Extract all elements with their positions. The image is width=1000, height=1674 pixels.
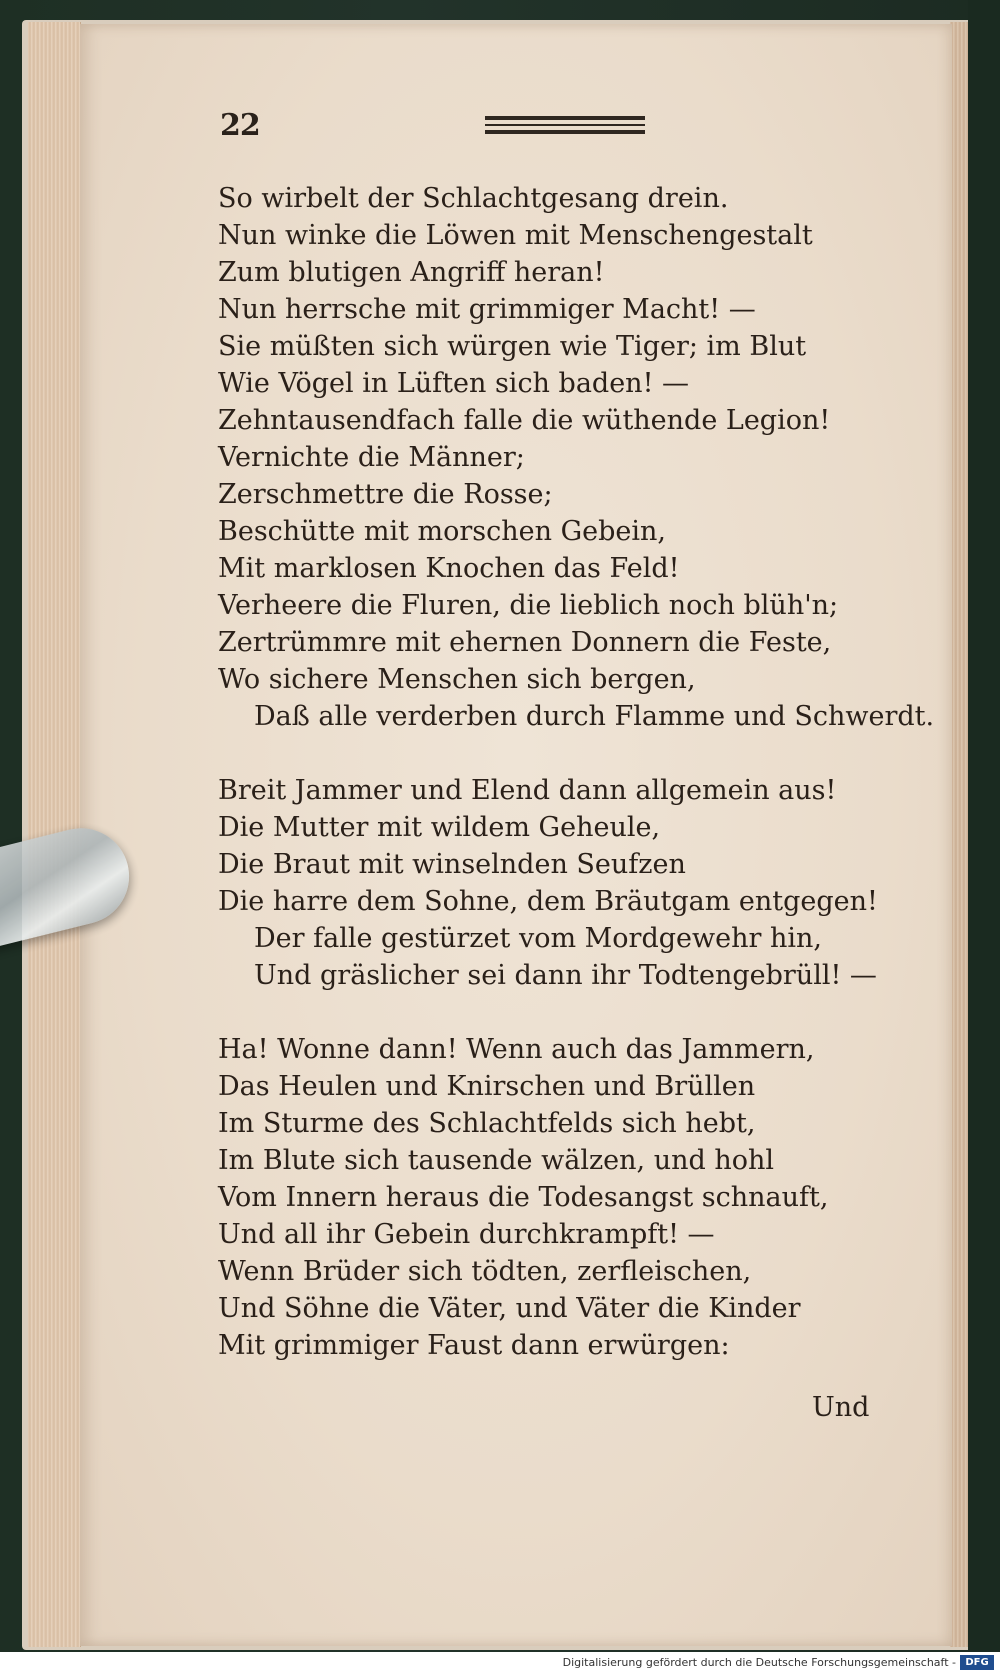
poem-line: Im Sturme des Schlachtfelds sich hebt,	[218, 1108, 756, 1139]
header-rule-ornament	[485, 116, 645, 138]
poem-line: Wo sichere Menschen sich bergen,	[218, 664, 696, 695]
poem-line: Daß alle verderben durch Flamme und Schwerdt.	[254, 701, 935, 732]
credit-bar	[0, 1652, 1000, 1674]
poem-line: Die Braut mit winselnden Seufzen	[218, 849, 686, 880]
page-number: 22	[220, 108, 260, 143]
stanza-break	[218, 735, 918, 772]
poem-line: Breit Jammer und Elend dann allgemein aus!	[218, 775, 837, 806]
poem-line: Wenn Brüder sich tödten, zerfleischen,	[218, 1256, 752, 1287]
poem-line: Das Heulen und Knirschen und Brüllen	[218, 1071, 756, 1102]
poem-line: Zerschmettre die Rosse;	[218, 479, 553, 510]
poem-line: Mit grimmiger Faust dann erwürgen:	[218, 1330, 730, 1361]
poem-line: Nun herrsche mit grimmiger Macht! —	[218, 294, 756, 325]
scan-border-right	[968, 0, 1000, 1674]
poem-line: Vernichte die Männer;	[218, 442, 525, 473]
poem-line: Im Blute sich tausende wälzen, und hohl	[218, 1145, 775, 1176]
poem-line: Die Mutter mit wildem Geheule,	[218, 812, 661, 843]
poem-line: Verheere die Fluren, die lieblich noch blüh'n;	[218, 590, 839, 621]
poem-line: Nun winke die Löwen mit Menschengestalt	[218, 220, 813, 251]
poem-line: Und gräslicher sei dann ihr Todtengebrüll! —	[254, 960, 877, 991]
poem-line: Mit marklosen Knochen das Feld!	[218, 553, 680, 584]
credit-text: Digitalisierung gefördert durch die Deutsche Forschungsgemeinschaft -	[562, 1656, 956, 1669]
poem-line: So wirbelt der Schlachtgesang drein.	[218, 183, 729, 214]
poem-line: Der falle gestürzet vom Mordgewehr hin,	[254, 923, 822, 954]
catchword: Und	[812, 1392, 870, 1423]
dfg-logo-icon: DFG	[960, 1655, 994, 1670]
poem-line: Zehntausendfach falle die wüthende Legion!	[218, 405, 831, 436]
poem-line: Beschütte mit morschen Gebein,	[218, 516, 667, 547]
poem-line: Zum blutigen Angriff heran!	[218, 257, 605, 288]
poem-line: Zertrümmre mit ehernen Donnern die Feste,	[218, 627, 832, 658]
poem-line: Vom Innern heraus die Todesangst schnauft,	[218, 1182, 829, 1213]
poem-line: Wie Vögel in Lüften sich baden! —	[218, 368, 689, 399]
poem-line: Und all ihr Gebein durchkrampft! —	[218, 1219, 715, 1250]
poem-line: Die harre dem Sohne, dem Bräutgam entgegen!	[218, 886, 878, 917]
poem-line: Ha! Wonne dann! Wenn auch das Jammern,	[218, 1034, 815, 1065]
poem-text	[218, 180, 935, 1364]
poem-line: Und Söhne die Väter, und Väter die Kinder	[218, 1293, 801, 1324]
poem-line: Sie müßten sich würgen wie Tiger; im Blut	[218, 331, 807, 362]
stanza-break	[218, 994, 918, 1031]
